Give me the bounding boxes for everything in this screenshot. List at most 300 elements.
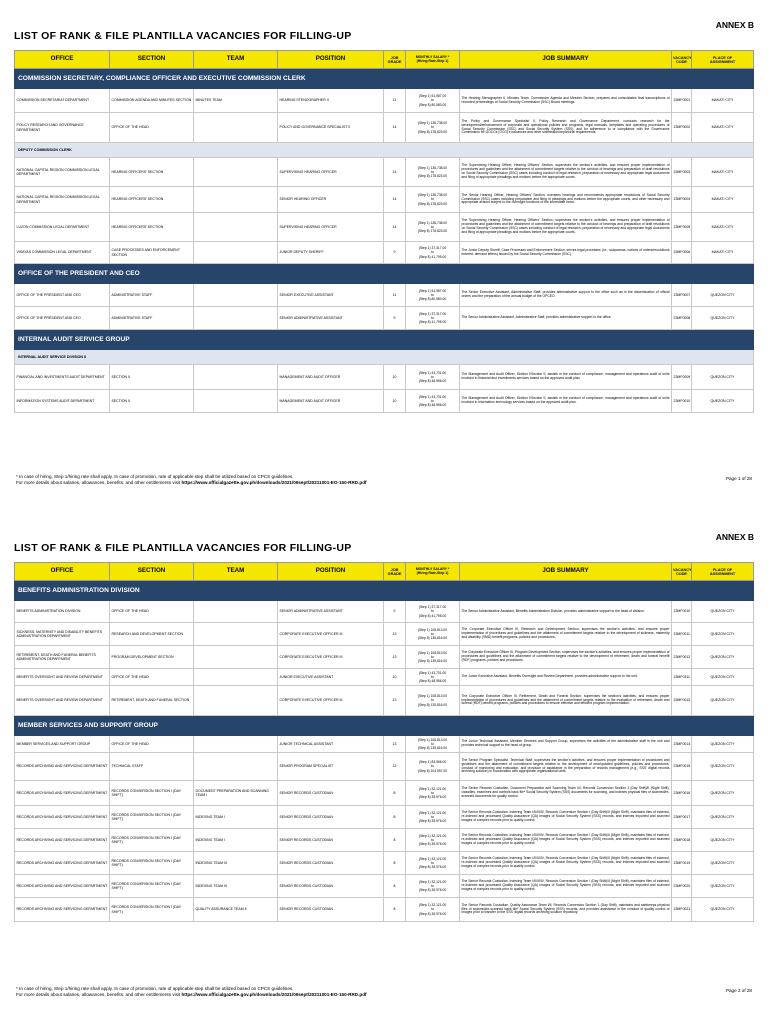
subgroup-title: INTERNAL AUDIT SERVICE DIVISION II (15, 350, 754, 365)
salary-cell (406, 242, 460, 264)
salary-cell (406, 829, 460, 852)
gazette-link[interactable]: https://www.officialgazette.gov.ph/downloads/2021/09sept/20211001-EO-150-RRD.pdf (181, 480, 367, 486)
salary-line: (Step 8) 80,580.00 (418, 297, 447, 302)
place-cell: QUEZON CITY (692, 875, 754, 898)
section-cell: OFFICE OF THE HEAD (110, 113, 194, 143)
salary-line: to (431, 98, 434, 103)
place-cell: MAKATI CITY (692, 113, 754, 143)
col-section: SECTION (110, 563, 194, 581)
salary-line: (Step 8) 135,816.00 (417, 746, 448, 751)
job-summary-cell: The Senior Records Custodian, Quality Assurance Team I/II, Records Conversion Section 1 (Day Shift), maintains and safekeeps physical files of scanned/re-scanned back file* Social Security System (SSS) records, and provides assistance in the conduct of quality control of images prior to transfer to the SSS' digital records archiving solution repository. (460, 898, 672, 922)
annex-label: ANNEX B (715, 20, 754, 30)
salary-line: to (431, 631, 434, 636)
group-header-row (15, 581, 754, 601)
team-cell (194, 113, 278, 143)
section-cell: HEARING OFFICERS' SECTION (110, 187, 194, 213)
place-cell: QUEZON CITY (692, 307, 754, 330)
section-cell: RECORDS CONVERSION SECTION I (DAY SHIFT) (110, 875, 194, 898)
document-title: LIST OF RANK & FILE PLANTILLA VACANCIES FOR FILLING-UP (14, 542, 352, 554)
salary-line: to (431, 814, 434, 819)
team-cell (194, 646, 278, 669)
vacancy-row (15, 390, 754, 413)
salary-line: to (431, 674, 434, 679)
job-grade-cell: 14 (384, 158, 406, 187)
vacancy-row (15, 753, 754, 781)
position-cell: SENIOR RECORDS CUSTODIAN (278, 829, 384, 852)
position-cell: JUNIOR EXECUTIVE ASSISTANT (278, 669, 384, 686)
section-cell: ADMINISTRATIVE STAFF (110, 307, 194, 330)
section-cell: OFFICE OF THE HEAD (110, 669, 194, 686)
vacancy-code-cell: 23MF0002 (672, 113, 692, 143)
place-cell: QUEZON CITY (692, 829, 754, 852)
office-cell: NATIONAL CAPITAL REGION COMMISSION LEGAL DEPARTMENT (15, 187, 110, 213)
salary-line: (Step 1) 43,731.00 (418, 370, 447, 375)
salary-line: (Step 8) 178,823.00 (417, 129, 448, 134)
vacancy-code-cell: 23MF0311 (672, 669, 692, 686)
col-office: OFFICE (15, 51, 110, 69)
salary-line: to (431, 125, 434, 130)
office-cell: NATIONAL CAPITAL REGION COMMISSION LEGAL DEPARTMENT (15, 158, 110, 187)
page-number: Page 1 of 28 (725, 476, 752, 481)
salary-cell (406, 213, 460, 242)
vacancies-table (14, 50, 754, 413)
job-summary-cell: The Senior Administrative Assistant, Benefits Administration Division, provides administrative support to the head of division. (460, 601, 672, 623)
team-cell (194, 365, 278, 390)
place-cell: QUEZON CITY (692, 781, 754, 806)
job-grade-cell: 8 (384, 898, 406, 922)
salary-line: (Step 1) 83,966.00 (418, 760, 447, 765)
salary-line: to (431, 250, 434, 255)
salary-line: (Step 8) 48,956.00 (418, 403, 447, 408)
salary-line: (Step 1) 32,121.00 (418, 856, 447, 861)
salary-line: (Step 1) 108,813.00 (417, 737, 448, 742)
section-cell: PROGRAM DEVELOPMENT SECTION (110, 646, 194, 669)
vacancy-row (15, 736, 754, 753)
group-title: COMMISSION SECRETARY, COMPLIANCE OFFICER AND EXECUTIVE COMMISSION CLERK (15, 69, 754, 89)
subgroup-header-row (15, 350, 754, 365)
job-summary-cell: The Senior Records Custodian, Indexing Team I/II/III/IV, Records Conversion Section I (Day Shift)/II (Night Shift), maintains files of indexed, re-indexed and processed Quality Assurance (QA) images of Social Security System (SSS) records, and indexes imported and scanned images of complex records prior to quality control. (460, 852, 672, 875)
salary-line: (Step 1) 32,121.00 (418, 903, 447, 908)
section-cell: RETIREMENT, DEATH AND FUNERAL SECTION (110, 686, 194, 716)
salary-cell (406, 307, 460, 330)
office-cell: MEMBER SERVICES AND SUPPORT GROUP (15, 736, 110, 753)
office-cell: INFORMATION SYSTEMS AUDIT DEPARTMENT (15, 390, 110, 413)
vacancy-code-cell: 23MF0005 (672, 213, 692, 242)
vacancy-row (15, 623, 754, 646)
job-summary-cell: The Junior Executive Assistant, Benefits Oversight and Review Department, provides administrative support to the unit. (460, 669, 672, 686)
salary-line: (Step 1) 51,987.00 (418, 94, 447, 99)
position-cell: SENIOR RECORDS CUSTODIAN (278, 875, 384, 898)
salary-line: (Step 1) 43,731.00 (418, 670, 447, 675)
job-grade-cell: 14 (384, 187, 406, 213)
place-cell: MAKATI CITY (692, 158, 754, 187)
team-cell: INDEXING TEAM III (194, 852, 278, 875)
col-position: POSITION (278, 51, 384, 69)
section-cell: OFFICE OF THE HEAD (110, 736, 194, 753)
place-cell: QUEZON CITY (692, 601, 754, 623)
office-cell: POLICY RESEARCH AND GOVERNANCE DEPARTMENT (15, 113, 110, 143)
vacancy-row (15, 686, 754, 716)
office-cell: VISAYAS COMMISSION LEGAL DEPARTMENT (15, 242, 110, 264)
team-cell (194, 669, 278, 686)
footnote (16, 474, 367, 486)
position-cell: POLICY AND GOVERNANCE SPECIALIST II (278, 113, 384, 143)
salary-cell (406, 852, 460, 875)
vacancy-code-cell: 23MF0015 (672, 753, 692, 781)
office-cell: RETIREMENT, DEATH AND FUNERAL BENEFITS ADMINISTRATION DEPARTMENT (15, 646, 110, 669)
team-cell: INDEXING TEAM III (194, 875, 278, 898)
salary-line: (Step 1) 136,738.00 (417, 193, 448, 198)
section-cell: SECTION II (110, 390, 194, 413)
place-cell: MAKATI CITY (692, 187, 754, 213)
position-cell: CORPORATE EXECUTIVE OFFICER III (278, 623, 384, 646)
footnote-line-2: For more details about salaries, allowances, benefits, and other entitlements visit https://www.officialgazette.gov.ph/downloads/2021/09sept/20211001-EO-150-RRD.pdf (16, 992, 367, 998)
job-summary-cell: The Senior Records Custodian, Document Preparation and Scanning Team I/II, Records Conversion Section 1 (Day Shift)/II (Night Shift), classifies, examines and controls back file* Social Security System (SSS) documents for scanning, and indexes physical files of scanned/re-scanned documents for quality control. (460, 781, 672, 806)
section-cell: RECORDS CONVERSION SECTION I (DAY SHIFT) (110, 898, 194, 922)
office-cell: COMMISSION SECRETARIAT DEPARTMENT (15, 89, 110, 113)
salary-line: (Step 1) 37,317.00 (418, 311, 447, 316)
vacancy-code-cell: 23MF0003 (672, 158, 692, 187)
office-cell: BENEFITS OVERSIGHT AND REVIEW DEPARTMENT (15, 686, 110, 716)
salary-cell (406, 390, 460, 413)
vacancy-row (15, 158, 754, 187)
position-cell: SENIOR EXECUTIVE ASSISTANT (278, 284, 384, 307)
team-cell: INDEXING TEAM I (194, 806, 278, 829)
salary-line: (Step 1) 37,317.00 (418, 605, 447, 610)
position-cell: SENIOR ADMINISTRATIVE ASSISTANT (278, 307, 384, 330)
footnote-line-2: For more details about salaries, allowances, benefits, and other entitlements visit https://www.officialgazette.gov.ph/downloads/2021/09sept/20211001-EO-150-RRD.pdf (16, 480, 367, 486)
vacancy-row (15, 646, 754, 669)
job-grade-cell: 9 (384, 601, 406, 623)
place-cell: QUEZON CITY (692, 736, 754, 753)
salary-line: to (431, 764, 434, 769)
position-cell: SENIOR RECORDS CUSTODIAN (278, 898, 384, 922)
salary-cell (406, 623, 460, 646)
job-grade-cell: 13 (384, 623, 406, 646)
salary-line: (Step 1) 32,121.00 (418, 810, 447, 815)
salary-line: (Step 8) 80,580.00 (418, 102, 447, 107)
job-summary-cell: The Supervising Hearing Officer, Hearing Officers' Section, supervises the section's activities, and ensures proper implementation of procedures and guidelines and the attainment of commitment targets relative to the conduct of hearings and preparation of draft resolutions on Social Security Commission (SSC) cases including conduct of legal research, preparation of necessary and appropriate legal documents and filing of appropriate pleadings and motions before the appropriate courts. (460, 158, 672, 187)
salary-cell (406, 669, 460, 686)
group-title: BENEFITS ADMINISTRATION DIVISION (15, 581, 754, 601)
job-summary-cell: The Corporate Executive Officer III, Program Development Section, supervises the section's activities, and ensures proper implementation of procedures and guidelines and the attainment of commitment targets relative to the development of retirement, death and funeral benefit (RDF) programs, policies and procedures. (460, 646, 672, 669)
position-cell: JUNIOR TECHNICAL ASSISTANT (278, 736, 384, 753)
vacancy-code-cell: 23MF0010 (672, 601, 692, 623)
position-cell: MANAGEMENT AND AUDIT OFFICER (278, 365, 384, 390)
vacancy-code-cell: 23MF0016 (672, 781, 692, 806)
team-cell: MINUTES TEAM (194, 89, 278, 113)
job-grade-cell: 12 (384, 753, 406, 781)
place-cell: QUEZON CITY (692, 284, 754, 307)
salary-line: (Step 8) 178,823.00 (417, 174, 448, 179)
section-cell: RECORDS CONVERSION SECTION I (DAY SHIFT) (110, 852, 194, 875)
vacancy-code-cell: 23MF0013 (672, 686, 692, 716)
group-title: MEMBER SERVICES AND SUPPORT GROUP (15, 716, 754, 736)
position-cell: MANAGEMENT AND AUDIT OFFICER (278, 390, 384, 413)
office-cell: RECORDS ARCHIVING AND SERVICING DEPARTMENT (15, 806, 110, 829)
section-cell: HEARING OFFICERS' SECTION (110, 213, 194, 242)
place-cell: MAKATI CITY (692, 89, 754, 113)
salary-line: to (431, 698, 434, 703)
team-cell (194, 753, 278, 781)
salary-line: (Step 1) 37,317.00 (418, 246, 447, 251)
team-cell: INDEXING TEAM I (194, 829, 278, 852)
job-summary-cell: The Senior Program Specialist, Technical Staff, supervises the section's activities, and ensures proper implementation of procedures and guidelines and the attainment of commitment targets relative to the development of new/updated guidelines, policies and procedures, conduct of monitoring and evaluation, and provision of assistance in the preparation of records management (e.g., SSS' digital records archiving solution) in coordination with appropriate organizational units. (460, 753, 672, 781)
salary-line: to (431, 315, 434, 320)
office-cell: BENEFITS OVERSIGHT AND REVIEW DEPARTMENT (15, 669, 110, 686)
place-cell: QUEZON CITY (692, 753, 754, 781)
annex-label: ANNEX B (715, 532, 754, 542)
section-cell: RECORDS CONVERSION SECTION I (DAY SHIFT) (110, 829, 194, 852)
table-body (15, 581, 754, 922)
salary-cell (406, 113, 460, 143)
vacancy-code-cell: 23MF0021 (672, 898, 692, 922)
vacancy-code-cell: 23MF0006 (672, 242, 692, 264)
place-cell: QUEZON CITY (692, 390, 754, 413)
vacancy-code-cell: 23MF0018 (672, 829, 692, 852)
table-body (15, 69, 754, 413)
col-position: POSITION (278, 563, 384, 581)
job-summary-cell: The Junior Deputy Sheriff, Case Processes and Enforcement Section, serves legal processes (i.e., subpoenas, notices of orders/resolutions entered, demand letters) issued by the Social Security Commission (SSC). (460, 242, 672, 264)
salary-line: to (431, 197, 434, 202)
job-summary-cell: The Junior Technical Assistant, Member Services and Support Group, supervises the activities of the administrative staff in the unit and provides technical support to the head of group. (460, 736, 672, 753)
position-cell: SUPERVISING HEARING OFFICER (278, 213, 384, 242)
salary-line: (Step 8) 35,976.00 (418, 911, 447, 916)
job-grade-cell: 10 (384, 669, 406, 686)
place-cell: QUEZON CITY (692, 646, 754, 669)
section-cell: TECHNICAL STAFF (110, 753, 194, 781)
col-job-grade: JOB GRADE (384, 563, 406, 581)
salary-line: (Step 1) 32,121.00 (418, 786, 447, 791)
position-cell: SENIOR RECORDS CUSTODIAN (278, 852, 384, 875)
place-cell: QUEZON CITY (692, 669, 754, 686)
job-summary-cell: The Management and Audit Officer, Section I/Section II, assists in the conduct of compliance, management and operations audit of units involved in information technology services based on the approved audit plan. (460, 390, 672, 413)
col-office: OFFICE (15, 563, 110, 581)
position-cell: CORPORATE EXECUTIVE OFFICER III (278, 686, 384, 716)
place-cell: QUEZON CITY (692, 623, 754, 646)
salary-line: (Step 8) 41,795.00 (418, 613, 447, 618)
team-cell (194, 213, 278, 242)
salary-line: to (431, 907, 434, 912)
salary-line: (Step 8) 135,816.00 (417, 659, 448, 664)
team-cell: QUALITY ASSURANCE TEAM II (194, 898, 278, 922)
col-team: TEAM (194, 51, 278, 69)
section-cell: RECORDS CONVERSION SECTION I (DAY SHIFT) (110, 781, 194, 806)
job-summary-cell: The Senior Records Custodian, Indexing Team I/II/III/IV, Records Conversion Section I (Day Shift)/II (Night Shift), maintains files of indexed, re-indexed and processed Quality Assurance (QA) images of Social Security System (SSS) records, and indexes imported and scanned images of complex records prior to quality control. (460, 806, 672, 829)
salary-cell (406, 898, 460, 922)
col-section: SECTION (110, 51, 194, 69)
job-grade-cell: 11 (384, 89, 406, 113)
vacancy-row (15, 284, 754, 307)
office-cell: OFFICE OF THE PRESIDENT AND CEO (15, 307, 110, 330)
vacancy-code-cell: 23MF0010 (672, 390, 692, 413)
job-summary-cell: The Senior Hearing Officer, Hearing Officers' Section, oversees hearings and recommends appropriate resolutions of Social Security Commission (SSC) cases including preparation and filing of pleadings and motions before the appropriate courts, and other necessary and appropriate actions subject to the oversight functions of the immediate head. (460, 187, 672, 213)
salary-line: to (431, 790, 434, 795)
vacancy-code-cell: 23MF0001 (672, 89, 692, 113)
office-cell: BENEFITS ADMINISTRATION DIVISION (15, 601, 110, 623)
team-cell (194, 736, 278, 753)
team-cell (194, 686, 278, 716)
office-cell: LUZON COMMISSION LEGAL DEPARTMENT (15, 213, 110, 242)
salary-line: (Step 8) 35,976.00 (418, 819, 447, 824)
section-cell: HEARING OFFICERS' SECTION (110, 158, 194, 187)
job-grade-cell: 10 (384, 390, 406, 413)
job-summary-cell: The Senior Records Custodian, Indexing Team I/II/III/IV, Records Conversion Section I (Day Shift)/II (Night Shift), maintains files of indexed, re-indexed and processed Quality Assurance (QA) images of Social Security System (SSS) records, and indexes imported and scanned images of complex records prior to quality control. (460, 829, 672, 852)
place-cell: QUEZON CITY (692, 806, 754, 829)
footnote-line-1: * In case of hiring, Step 1/hiring rate shall apply. In case of promotion, rate of applicable step shall be utilized based on CPCS guidelines. (16, 986, 294, 991)
salary-cell (406, 646, 460, 669)
vacancy-row (15, 669, 754, 686)
salary-line: (Step 1) 108,813.00 (417, 650, 448, 655)
place-cell: QUEZON CITY (692, 686, 754, 716)
position-cell: SENIOR PROGRAM SPECIALIST (278, 753, 384, 781)
salary-cell (406, 89, 460, 113)
salary-line: (Step 1) 32,121.00 (418, 833, 447, 838)
table-header-row (15, 563, 754, 581)
position-cell: SUPERVISING HEARING OFFICER (278, 158, 384, 187)
page-number: Page 2 of 28 (725, 988, 752, 993)
job-grade-cell: 9 (384, 307, 406, 330)
position-cell: JUNIOR DEPUTY SHERIFF (278, 242, 384, 264)
salary-line: (Step 1) 108,813.00 (417, 627, 448, 632)
office-cell: RECORDS ARCHIVING AND SERVICING DEPARTMENT (15, 829, 110, 852)
col-team: TEAM (194, 563, 278, 581)
col-job-summary: JOB SUMMARY (460, 51, 672, 69)
salary-line: (Step 1) 108,813.00 (417, 694, 448, 699)
salary-line: to (431, 860, 434, 865)
job-grade-cell: 8 (384, 829, 406, 852)
section-cell: CASE PROCESSES AND ENFORCEMENT SECTION (110, 242, 194, 264)
salary-line: (Step 8) 135,816.00 (417, 702, 448, 707)
salary-line: (Step 8) 135,816.00 (417, 636, 448, 641)
vacancy-code-cell: 23MF0012 (672, 646, 692, 669)
salary-line: (Step 8) 178,823.00 (417, 201, 448, 206)
section-cell: RESEARCH AND DEVELOPMENT SECTION (110, 623, 194, 646)
vacancy-row (15, 806, 754, 829)
salary-line: (Step 1) 136,738.00 (417, 121, 448, 126)
vacancy-code-cell: 23MF0020 (672, 875, 692, 898)
job-summary-cell: The Supervising Hearing Officer, Hearing Officers' Section, supervises the section's activities, and ensures proper implementation of procedures and guidelines and the attainment of commitment targets relative to the conduct of hearings and preparation of draft resolutions on Social Security Commission (SSC) cases including conduct of legal research, preparation of necessary and appropriate legal documents and filing of appropriate pleadings and motions before the appropriate courts. (460, 213, 672, 242)
salary-line: (Step 1) 136,738.00 (417, 220, 448, 225)
position-cell: HEARING STENOGRAPHER II (278, 89, 384, 113)
group-header-row (15, 716, 754, 736)
vacancy-row (15, 307, 754, 330)
gazette-link[interactable]: https://www.officialgazette.gov.ph/downloads/2021/09sept/20211001-EO-150-RRD.pdf (181, 992, 367, 998)
vacancy-row (15, 781, 754, 806)
vacancy-row (15, 875, 754, 898)
group-title: OFFICE OF THE PRESIDENT AND CEO (15, 264, 754, 284)
job-grade-cell: 13 (384, 646, 406, 669)
team-cell (194, 242, 278, 264)
office-cell: FINANCIAL AND INVESTMENTS AUDIT DEPARTMENT (15, 365, 110, 390)
place-cell: QUEZON CITY (692, 365, 754, 390)
group-header-row (15, 69, 754, 89)
salary-line: to (431, 837, 434, 842)
salary-line: (Step 8) 178,823.00 (417, 229, 448, 234)
vacancy-code-cell: 23MF0014 (672, 736, 692, 753)
vacancy-row (15, 898, 754, 922)
job-grade-cell: 8 (384, 781, 406, 806)
subgroup-header-row (15, 143, 754, 158)
section-cell: RECORDS CONVERSION SECTION I (DAY SHIFT) (110, 806, 194, 829)
team-cell (194, 158, 278, 187)
job-summary-cell: The Senior Records Custodian, Indexing Team I/II/III/IV, Records Conversion Section I (Day Shift)/II (Night Shift), maintains files of indexed, re-indexed and processed Quality Assurance (QA) images of Social Security System (SSS) records, and indexes imported and scanned images of complex records prior to quality control. (460, 875, 672, 898)
office-cell: SICKNESS, MATERNITY AND DISABILITY BENEFITS ADMINISTRATION DEPARTMENT (15, 623, 110, 646)
salary-line: (Step 8) 41,795.00 (418, 254, 447, 259)
job-grade-cell: 8 (384, 852, 406, 875)
vacancies-table (14, 562, 754, 922)
job-summary-cell: The Senior Administrative Assistant, Administrative Staff, provides administrative support to the office. (460, 307, 672, 330)
vacancy-code-cell: 23MF0009 (672, 365, 692, 390)
col-vacancy-code: VACANCY CODE (672, 563, 692, 581)
job-summary-cell: The Hearing Stenographer II, Minutes Team, Commission Agenda and Minutes Section, prepares and consolidates final transcriptions of recorded proceedings of Social Security Commission (SSC) Board meetings. (460, 89, 672, 113)
group-header-row (15, 330, 754, 350)
salary-line: (Step 8) 35,976.00 (418, 865, 447, 870)
job-grade-cell: 8 (384, 806, 406, 829)
position-cell: SENIOR ADMINISTRATIVE ASSISTANT (278, 601, 384, 623)
section-cell: COMMISSION AGENDA AND MINUTES SECTION (110, 89, 194, 113)
salary-line: to (431, 883, 434, 888)
salary-cell (406, 736, 460, 753)
vacancy-row (15, 187, 754, 213)
vacancy-code-cell: 23MF0011 (672, 623, 692, 646)
office-cell: RECORDS ARCHIVING AND SERVICING DEPARTMENT (15, 781, 110, 806)
salary-cell (406, 365, 460, 390)
table-header-row (15, 51, 754, 69)
place-cell: QUEZON CITY (692, 898, 754, 922)
team-cell (194, 601, 278, 623)
salary-cell (406, 187, 460, 213)
salary-line: to (431, 292, 434, 297)
salary-cell (406, 158, 460, 187)
salary-cell (406, 753, 460, 781)
footnote (16, 986, 367, 998)
salary-line: to (431, 741, 434, 746)
col-vacancy-code: VACANCY CODE (672, 51, 692, 69)
office-cell: RECORDS ARCHIVING AND SERVICING DEPARTMENT (15, 852, 110, 875)
job-grade-cell: 10 (384, 365, 406, 390)
job-summary-cell: The Management and Audit Officer, Section I/Section II, assists in the conduct of compliance, management and operations audit of units involved in financial and investments services based on the approved audit plan. (460, 365, 672, 390)
salary-cell (406, 806, 460, 829)
section-cell: SECTION II (110, 365, 194, 390)
salary-line: (Step 1) 51,987.00 (418, 288, 447, 293)
col-place-of-assignment: PLACE OF ASSIGNMENT (692, 51, 754, 69)
salary-line: (Step 8) 104,957.00 (417, 768, 448, 773)
team-cell (194, 623, 278, 646)
col-job-grade: JOB GRADE (384, 51, 406, 69)
vacancy-code-cell: 23MF0004 (672, 187, 692, 213)
job-summary-cell: The Corporate Executive Officer III, Research and Development Section, supervises the section's activities, and ensures proper implementation of procedures and guidelines and the attainment of commitment targets relative to the development of sickness, maternity and disability (SMD) benefit programs, policies and procedures. (460, 623, 672, 646)
salary-cell (406, 875, 460, 898)
job-summary-cell: The Corporate Executive Officer III, Retirement, Death and Funeral Section, supervises the section's activities, and ensures proper implementation of procedures and guidelines and the attainment of commitment targets relative to the evaluation of retirement, death and funeral (RDF) benefit programs, policies and procedures to ensure effective and efficient program implementation. (460, 686, 672, 716)
vacancy-code-cell: 23MF0017 (672, 806, 692, 829)
col-monthly-salary: MONTHLY SALARY * (Hiring Rate-Step 1) (406, 563, 460, 581)
vacancy-code-cell: 23MF0008 (672, 307, 692, 330)
team-cell (194, 187, 278, 213)
document-title: LIST OF RANK & FILE PLANTILLA VACANCIES FOR FILLING-UP (14, 30, 352, 42)
job-grade-cell: 9 (384, 242, 406, 264)
place-cell: QUEZON CITY (692, 852, 754, 875)
salary-line: to (431, 374, 434, 379)
salary-line: (Step 1) 43,731.00 (418, 394, 447, 399)
salary-cell (406, 601, 460, 623)
salary-line: to (431, 654, 434, 659)
position-cell: SENIOR RECORDS CUSTODIAN (278, 781, 384, 806)
position-cell: CORPORATE EXECUTIVE OFFICER III (278, 646, 384, 669)
job-grade-cell: 14 (384, 113, 406, 143)
salary-cell (406, 284, 460, 307)
subgroup-title: DEPUTY COMMISSION CLERK (15, 143, 754, 158)
